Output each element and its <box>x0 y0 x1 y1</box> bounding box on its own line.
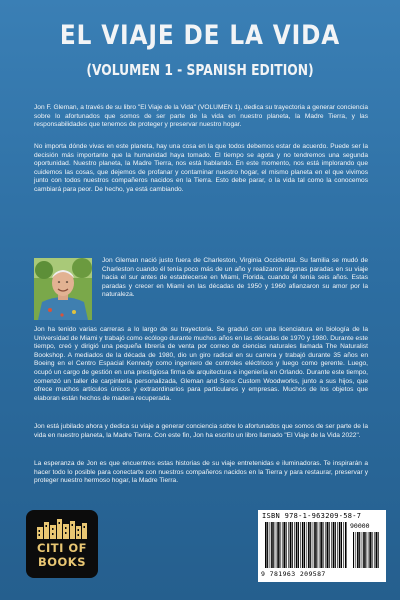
barcode-bar <box>320 522 322 568</box>
barcode-bar <box>357 532 359 568</box>
barcode-bar <box>363 532 365 568</box>
barcode-bar <box>371 532 372 568</box>
barcode-bars-icon <box>264 522 348 570</box>
barcode-bar <box>333 522 335 568</box>
barcode-bar <box>362 532 363 568</box>
barcode-bar <box>369 532 371 568</box>
barcode-bar <box>300 522 301 568</box>
barcode-bar <box>267 522 268 568</box>
barcode-bar <box>313 522 314 568</box>
barcode-bar <box>277 522 279 568</box>
barcode-bar <box>294 522 295 568</box>
barcode-bar <box>356 532 357 568</box>
barcode-bar <box>327 522 329 568</box>
publisher-name-line1: CITI OF <box>37 541 87 555</box>
barcode-bar <box>298 522 299 568</box>
barcode-bar <box>304 522 305 568</box>
barcode-digits: 9 781963 209587 <box>261 570 326 578</box>
barcode-bar <box>337 522 338 568</box>
author-portrait-image <box>34 258 92 320</box>
planet-paragraph: No importa dónde vivas en este planeta, hay una cosa en la que todos debemos estar de acuerdo. Puede ser la decisión más importante que la humanidad haya tomado. El tiempo se agota y no tendremos una segunda oportunidad. Nuestro planeta, la Madre Tierra, nos está hablando. En este momento, nos está implorando que cuidemos las cosas, que dejemos de profanar y contaminar nuestro hogar, el mismo planeta en el que vivimos junto con todos nuestros compañeros nacidos en la Tierra. Esto debe parar, o la vida tal como la conocemos cambiará para peor. De hecho, ya está cambiando. <box>34 143 368 193</box>
barcode-bar <box>288 522 289 568</box>
author-photo <box>34 258 92 320</box>
barcode-bar <box>335 522 336 568</box>
barcode-bar <box>359 532 360 568</box>
barcode-bar <box>365 532 366 568</box>
barcode-bar <box>271 522 273 568</box>
barcode-bar <box>276 522 277 568</box>
barcode-bar <box>290 522 292 568</box>
publisher-name-line2: BOOKS <box>37 555 86 569</box>
barcode-bar <box>310 522 311 568</box>
book-subtitle: (VOLUMEN 1 - SPANISH EDITION) <box>86 61 314 79</box>
price-code: 90000 <box>350 522 370 530</box>
barcode-bar <box>353 532 354 568</box>
barcode-bar <box>307 522 308 568</box>
barcode-bar <box>341 522 342 568</box>
barcode-bar <box>368 532 369 568</box>
barcode-bar <box>296 522 298 568</box>
barcode-bar <box>374 532 375 568</box>
intro-paragraph: Jon F. Gleman, a través de su libro "El Viaje de la Vida" (VOLUMEN 1), dedica su trayectoria a generar conciencia sobre lo afortunados que somos de ser parte de la vida en nuestro planeta, la Madre Tierra, y las responsabilidades que tenemos de proteger y preservar nuestro hogar. <box>34 104 368 129</box>
barcode-bar <box>378 532 379 568</box>
retirement-paragraph: Jon está jubilado ahora y dedica su viaje a generar conciencia sobre lo afortunados que somos de ser parte de la vida en nuestro planeta, la Madre Tierra. Con este fin, Jon ha escrito un libro llamado "El Viaje de la Vida 2022". <box>34 423 368 439</box>
barcode-bar <box>282 522 283 568</box>
barcode-bar <box>322 522 323 568</box>
barcode-bar <box>302 522 304 568</box>
barcode-bar <box>325 522 326 568</box>
barcode-bar <box>308 522 310 568</box>
barcode-bar <box>339 522 341 568</box>
city-skyline-icon <box>36 517 88 539</box>
barcode-bar <box>345 522 347 568</box>
barcode-bar <box>316 522 317 568</box>
barcode-bar <box>279 522 280 568</box>
barcode-bar <box>343 522 344 568</box>
barcode-bar <box>376 532 378 568</box>
book-title: EL VIAJE DE LA VIDA <box>59 20 341 51</box>
author-bio-paragraph: Jon Gleman nació justo fuera de Charleston, Virginia Occidental. Su familia se mudó de Charleston cuando él tenía poco más de un año y realizaron algunas paradas en su viaje hacia el sur antes de establecerse en Miami, Florida, cuando él tenía seis años. Estas paradas y crecer en Miami en las décadas de 1950 y 1960 afianzaron su amor por la naturaleza. <box>102 257 368 299</box>
barcode-bar <box>329 522 330 568</box>
barcode-bar <box>319 522 320 568</box>
addon-barcode-bars-icon <box>352 532 380 570</box>
barcode-bar <box>270 522 271 568</box>
barcode-bar <box>265 522 267 568</box>
barcode-bar <box>273 522 274 568</box>
barcode-bar <box>283 522 285 568</box>
hope-paragraph: La esperanza de Jon es que encuentres estas historias de su viaje entretenidas e iluminadoras. Te inspirarán a hacer todo lo posible para conectarte con nuestros compañeros nacidos en la Tierra y para restaurar, preservar y proteger nuestro hermoso hogar, la Madre Tierra. <box>34 460 368 485</box>
isbn-number: ISBN 978-1-963209-58-7 <box>262 512 362 520</box>
barcode-bar <box>286 522 287 568</box>
career-paragraph: Jon ha tenido varias carreras a lo largo de su trayectoria. Se graduó con una licenciatura en biología de la Universidad de Miami y trabajó como ecólogo durante muchos años en las décadas de 1970 y 1980. Durante este tiempo, creó y dirigió una pequeña librería de venta por correo de ciencias naturales llamada The Naturalist Bookshop. A mediados de la década de 1980, dio un giro radical en su carrera y trabajó durante 35 años en Boeing en el Centro Espacial Kennedy como ingeniero de controles eléctricos y luego como gerente. Luego, ocupó un cargo de gestión en una prestigiosa firma de arquitectura e ingeniería en Orlando. Durante este tiempo, comenzó un taller de carpintería personalizada, Gleman and Sons Custom Woodworks, junto a sus hijos, que ofrece muchos artículos únicos y extraordinarios para particulares y empresas. Muchos de los objetos que elaboran están hechos de madera recuperada. <box>34 326 368 402</box>
barcode-bar <box>292 522 293 568</box>
barcode-bar <box>331 522 332 568</box>
barcode-bar <box>314 522 316 568</box>
publisher-logo <box>26 510 98 578</box>
isbn-barcode <box>258 510 386 582</box>
